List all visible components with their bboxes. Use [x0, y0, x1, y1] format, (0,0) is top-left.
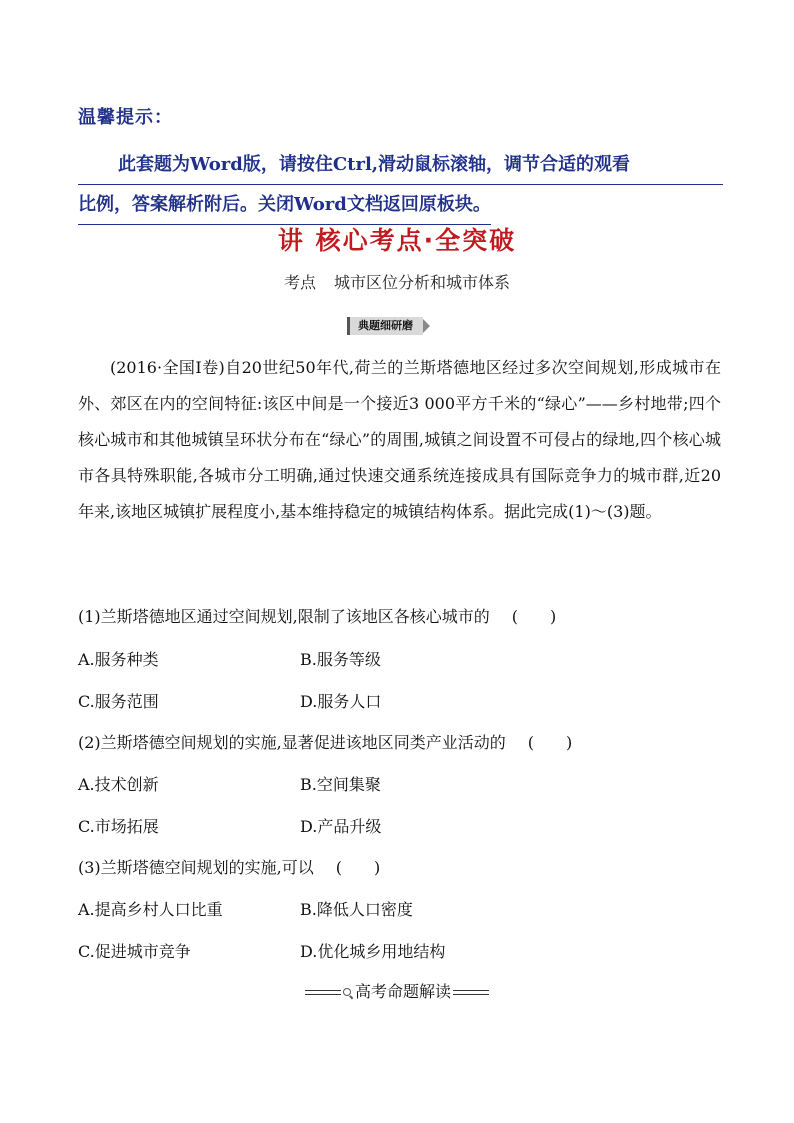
question-3-stem: (3)兰斯塔德空间规划的实施,可以	[78, 858, 314, 877]
section-badge: 典题细研磨	[347, 317, 423, 335]
tip-title: 温馨提示：	[78, 107, 173, 128]
question-3	[78, 855, 380, 878]
question-2-option-b: B.空间集聚	[300, 775, 381, 794]
question-1-answer-blank: ( )	[511, 607, 557, 626]
passage-text: (2016·全国Ⅰ卷)自20世纪50年代,荷兰的兰斯塔德地区经过多次空间规划,形成城市在外、郊区在内的空间特征:该区中间是一个接近3 000平方千米的“绿心”——乡村地带;四个核心城市和其他城镇呈环状分布在“绿心”的周围,城镇之间设置不可侵占的绿地,四个核心城市各具特殊职能,各城市分工明确,通过快速交通系统连接成具有国际竞争力的城市群,近20年来,该地区城镇扩展程度小,基本维持稳定的城镇结构体系。据此完成(1)～(3)题。	[78, 358, 721, 521]
double-rule-right	[453, 990, 489, 995]
question-1	[78, 604, 556, 627]
search-icon	[343, 988, 353, 998]
tip-body	[78, 145, 723, 225]
footer-heading	[0, 979, 794, 1002]
question-3-option-a: A.提高乡村人口比重	[78, 900, 223, 919]
question-3-option-d: D.优化城乡用地结构	[300, 942, 446, 961]
double-rule-left	[305, 990, 341, 995]
question-2-option-a: A.技术创新	[78, 775, 159, 794]
section-title: 讲 核心考点·全突破	[277, 226, 517, 255]
question-1-option-d: D.服务人口	[300, 692, 382, 711]
section-subtitle	[0, 270, 794, 293]
question-2	[78, 730, 572, 753]
question-1-stem: (1)兰斯塔德地区通过空间规划,限制了该地区各核心城市的	[78, 607, 490, 626]
question-3-option-b: B.降低人口密度	[300, 900, 413, 919]
subtitle-text: 城市区位分析和城市体系	[334, 273, 511, 292]
question-3-option-c: C.促进城市竞争	[78, 942, 191, 961]
tip-line-2: 比例，答案解析附后。关闭Word文档返回原板块。	[78, 185, 491, 225]
question-1-option-b: B.服务等级	[300, 650, 381, 669]
footer-heading-text: 高考命题解读	[354, 982, 451, 1001]
question-2-option-c: C.市场拓展	[78, 817, 159, 836]
question-2-stem: (2)兰斯塔德空间规划的实施,显著促进该地区同类产业活动的	[78, 733, 506, 752]
tip-line-1: 此套题为Word版，请按住Ctrl,滑动鼠标滚轴，调节合适的观看	[78, 145, 723, 185]
question-3-answer-blank: ( )	[335, 858, 381, 877]
question-2-answer-blank: ( )	[527, 733, 573, 752]
question-1-option-a: A.服务种类	[78, 650, 159, 669]
question-1-option-c: C.服务范围	[78, 692, 159, 711]
question-2-option-d: D.产品升级	[300, 817, 382, 836]
subtitle-label: 考点	[283, 273, 316, 292]
